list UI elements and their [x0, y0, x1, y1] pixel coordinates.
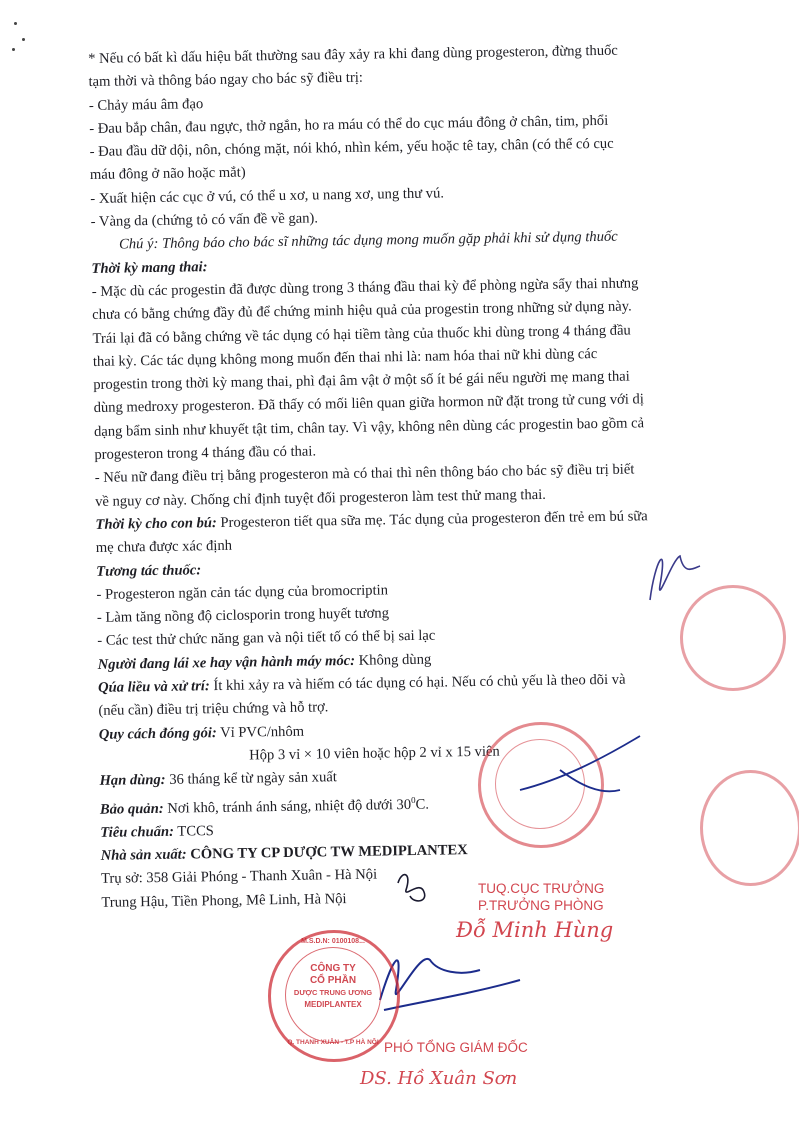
storage-degree: 0: [410, 794, 416, 805]
pregnancy-line: về nguy cơ này. Chống chỉ định tuyệt đối progesteron làm test thử mang thai.: [94, 486, 546, 510]
stamp-line: DƯỢC TRUNG ƯƠNG: [293, 988, 373, 997]
overdose-text: Ít khi xảy ra và hiếm có tác dụng có hại. Nếu có chủ yếu là theo dõi và: [209, 671, 626, 695]
manufacturer-address: Trung Hậu, Tiền Phong, Mê Linh, Hà Nội: [101, 890, 347, 911]
address-initials: [398, 875, 425, 901]
interaction-item: - Làm tăng nồng độ ciclosporin trong huyết tương: [96, 605, 390, 627]
pregnancy-line: progestin trong thời kỳ mang thai, phì đại âm vật ở một số ít bé gái nếu người mẹ mang thai: [93, 368, 630, 394]
pregnancy-line: dạng bẩm sinh như khuyết tật tim, chân tay. Vì vậy, không nên dùng các progestin bao gồm cả: [93, 415, 645, 440]
packaging-text: Vỉ PVC/nhôm: [216, 723, 305, 741]
driving-heading: Người đang lái xe hay vận hành máy móc:: [97, 652, 356, 673]
interaction-item: - Các test thử chức năng gan và nội tiết tố có thể bị sai lạc: [97, 628, 436, 650]
lactation-line: mẹ chưa được xác định: [95, 538, 233, 557]
manufacturer-heading: Nhà sản xuất:: [100, 846, 187, 864]
warning-item: - Đau bắp chân, đau ngực, thở ngắn, ho ra máu có thể do cục máu đông ở chân, tim, phổi: [89, 112, 609, 137]
stamp-line: CỔ PHẦN: [309, 975, 357, 986]
edge-stamp: [680, 585, 786, 691]
company-stamp: [268, 930, 400, 1062]
interactions-heading: Tương tác thuốc:: [96, 561, 202, 580]
approver-line: P.TRƯỞNG PHÒNG: [478, 898, 604, 913]
warning-item: - Chảy máu âm đạo: [88, 95, 204, 114]
stamp-line: CÔNG TY: [310, 963, 356, 974]
approver-title: [478, 880, 604, 914]
approver-line: TUQ.CỤC TRƯỞNG: [478, 881, 605, 896]
edge-stamp: [700, 770, 799, 886]
manufacturer-address: Trụ sở: 358 Giải Phóng - Thanh Xuân - Hà Nội: [100, 866, 378, 888]
warning-item: - Xuất hiện các cục ở vú, có thể u xơ, u nang xơ, ung thư vú.: [90, 185, 445, 207]
storage-text: Nơi khô, tránh ánh sáng, nhiệt độ dưới 30: [163, 796, 412, 817]
pregnancy-heading: Thời kỳ mang thai:: [91, 258, 208, 277]
stamp-line: MEDIPLANTEX: [304, 1000, 362, 1009]
pregnancy-line: chưa có bằng chứng đầy đủ để chứng minh hiệu quả của progestin trong những sử dụng này.: [92, 298, 632, 324]
approver-name: Đỗ Minh Hùng: [456, 918, 614, 942]
shelf-life-heading: Hạn dùng:: [99, 772, 166, 790]
warning-item: máu đông ở não hoặc mắt): [89, 165, 246, 184]
initials-mark: [650, 556, 700, 600]
stamp-ring-top: M.S.D.N: 0100108...: [301, 938, 365, 945]
warning-line: tạm thời và thông báo ngay cho bác sỹ điều trị:: [88, 69, 364, 91]
standard-heading: Tiêu chuẩn:: [100, 823, 175, 841]
interaction-item: - Progesteron ngăn cản tác dụng của bromocriptin: [96, 582, 389, 603]
approval-signature: [520, 736, 640, 791]
standard-text: TCCS: [173, 822, 214, 840]
overdose-heading: Qúa liều và xử trí:: [97, 678, 210, 696]
stamp-ring-bottom: Q. THANH XUÂN - T.P HÀ NỘI: [287, 1039, 379, 1046]
packaging-heading: Quy cách đóng gói:: [98, 724, 217, 743]
warning-line: * Nếu có bất kì dấu hiệu bất thường sau đây xảy ra khi đang dùng progesteron, đừng thuốc: [88, 42, 618, 67]
pregnancy-line: - Mặc dù các progestin đã được dùng trong 3 tháng đầu thai kỳ để phòng ngừa sẩy thai nhưng: [91, 275, 639, 300]
storage-unit: C.: [415, 796, 430, 813]
packaging-line: Hộp 3 vỉ × 10 viên hoặc hộp 2 vỉ x 15 viên: [249, 743, 500, 764]
overdose-line: (nếu cần) điều trị triệu chứng và hỗ trợ.: [98, 699, 329, 720]
lactation-text: Progesteron tiết qua sữa mẹ. Tác dụng của progesteron đến trẻ em bú sữa: [216, 508, 648, 531]
manufacturer-name: CÔNG TY CP DƯỢC TW MEDIPLANTEX: [186, 842, 468, 863]
director-signature: [380, 959, 520, 1010]
pregnancy-line: Trái lại đã có bằng chứng về tác dụng có hại tiềm tàng của thuốc khi dùng trong 4 tháng đầu: [92, 322, 631, 347]
warning-item: - Vàng da (chứng tỏ có vấn đề về gan).: [90, 210, 319, 231]
director-name: DS. Hồ Xuân Sơn: [360, 1068, 518, 1089]
lactation-heading: Thời kỳ cho con bú:: [95, 514, 217, 533]
pregnancy-line: - Nếu nữ đang điều trị bằng progesteron mà có thai thì nên thông báo cho bác sỹ điều trị biết: [94, 461, 635, 487]
stamp-center-text: [291, 963, 375, 1011]
storage-heading: Bảo quản:: [99, 800, 164, 818]
driving-text: Không dùng: [354, 651, 432, 669]
pregnancy-line: thai kỳ. Các tác dụng không mong muốn đến thai nhi là: nam hóa thai nữ khi dùng các: [92, 345, 598, 370]
warning-note: Chú ý: Thông báo cho bác sĩ những tác dụng mong muốn gặp phải khi sử dụng thuốc: [118, 229, 618, 253]
pregnancy-line: dùng medroxy progesteron. Đã thấy có mối liên quan giữa hormon nữ đặt trong tử cung với dị: [93, 391, 644, 417]
director-title: PHÓ TỔNG GIÁM ĐỐC: [384, 1040, 528, 1055]
pregnancy-line: progesteron trong 4 tháng đầu có thai.: [94, 443, 317, 463]
shelf-life-text: 36 tháng kể từ ngày sản xuất: [165, 769, 337, 789]
warning-item: - Đau đầu dữ dội, nôn, chóng mặt, nói khó, nhìn kém, yếu hoặc tê tay, chân (có thể có cục: [89, 135, 614, 161]
